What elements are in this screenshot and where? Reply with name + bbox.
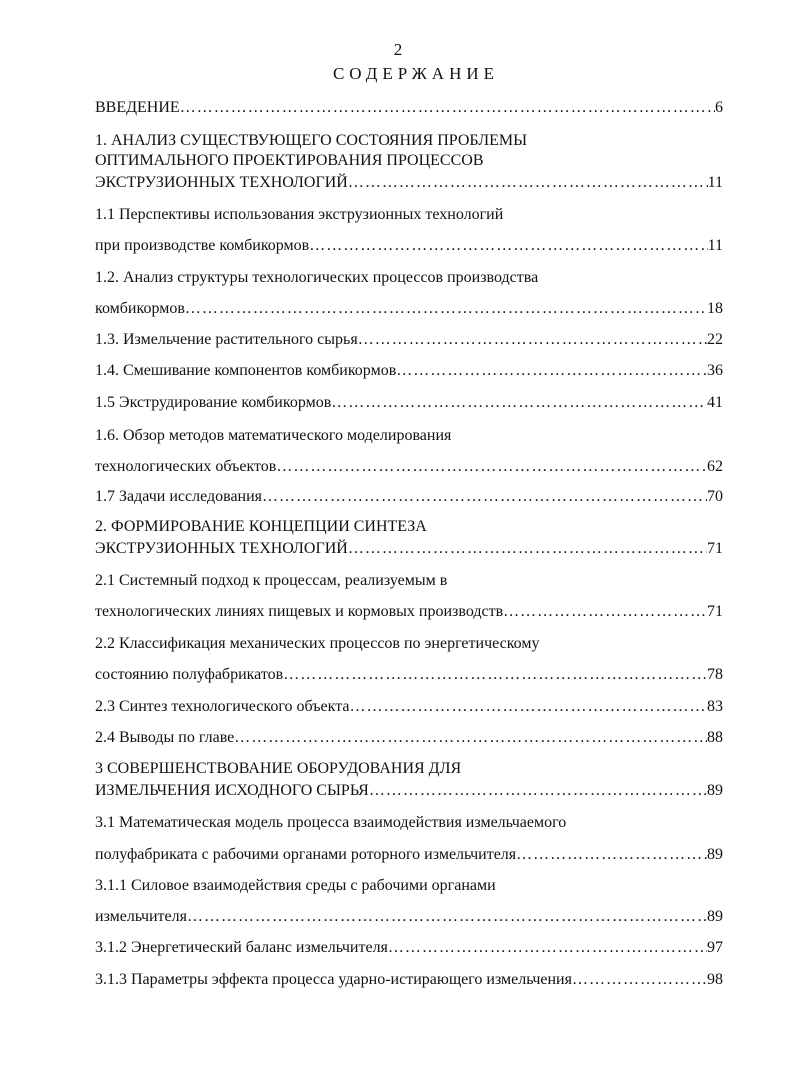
entry-title: 1.7 Задачи исследования xyxy=(95,488,263,505)
entry-page: 83 xyxy=(707,698,723,715)
toc-heading: СОДЕРЖАНИЕ xyxy=(332,64,500,83)
entry-title: 2.4 Выводы по главе xyxy=(95,729,235,746)
entry-title: 2.3 Синтез технологического объекта xyxy=(95,698,350,715)
entry-title: ЭКСТРУЗИОННЫХ ТЕХНОЛОГИЙ xyxy=(95,174,348,191)
entry-page: 62 xyxy=(707,458,723,475)
entry-title: 2. ФОРМИРОВАНИЕ КОНЦЕПЦИИ СИНТЕЗА xyxy=(95,518,427,535)
entry-title: ВВЕДЕНИЕ xyxy=(95,99,180,116)
entry-title: технологических линиях пищевых и кормовых производств xyxy=(95,603,504,620)
entry-title: 1.3. Измельчение растительного сырья xyxy=(95,331,358,348)
entry-title: 3.1.1 Силовое взаимодействия среды с рабочими органами xyxy=(95,877,496,894)
entry-title: измельчителя xyxy=(95,908,187,925)
entry-title: 1.4. Смешивание компонентов комбикормов xyxy=(95,362,397,379)
entry-page: 89 xyxy=(707,782,723,799)
entry-title: технологических объектов xyxy=(95,458,277,475)
entry-page: 6 xyxy=(715,99,723,116)
entry-page: 36 xyxy=(707,362,723,379)
entry-title: 1. АНАЛИЗ СУЩЕСТВУЮЩЕГО СОСТОЯНИЯ ПРОБЛЕМЫ xyxy=(95,132,528,149)
entry-page: 97 xyxy=(707,939,723,956)
entry-title: 1.5 Экструдирование комбикормов xyxy=(95,394,332,411)
entry-page: 70 xyxy=(707,488,723,505)
entry-title: 3.1.3 Параметры эффекта процесса ударно-истирающего измельчения xyxy=(95,971,572,988)
entry-title: при производстве комбикормов xyxy=(95,237,310,254)
entry-page: 78 xyxy=(707,666,723,683)
entry-page: 11 xyxy=(707,237,723,254)
entry-title: полуфабриката с рабочими органами роторного измельчителя xyxy=(95,846,517,863)
entry-page: 89 xyxy=(707,908,723,925)
entry-title: комбикормов xyxy=(95,300,185,317)
entry-title: 1.6. Обзор методов математического моделирования xyxy=(95,427,452,444)
entry-page: 71 xyxy=(707,603,723,620)
entry-title: 2.2 Классификация механических процессов по энергетическому xyxy=(95,635,540,652)
page-number: 2 xyxy=(393,40,403,59)
table-of-contents xyxy=(95,0,723,1088)
entry-title: 3.1 Математическая модель процесса взаимодействия измельчаемого xyxy=(95,814,567,831)
entry-page: 98 xyxy=(707,971,723,988)
entry-page: 11 xyxy=(707,174,723,191)
entry-page: 71 xyxy=(707,540,723,557)
entry-page: 18 xyxy=(707,300,723,317)
entry-title: 3 СОВЕРШЕНСТВОВАНИЕ ОБОРУДОВАНИЯ ДЛЯ xyxy=(95,760,462,777)
entry-page: 89 xyxy=(707,846,723,863)
entry-title: ЭКСТРУЗИОННЫХ ТЕХНОЛОГИЙ xyxy=(95,540,348,557)
entry-title: 1.2. Анализ структуры технологических процессов производства xyxy=(95,269,539,286)
entry-title: ОПТИМАЛЬНОГО ПРОЕКТИРОВАНИЯ ПРОЦЕССОВ xyxy=(95,152,484,169)
entry-title: 2.1 Системный подход к процессам, реализуемым в xyxy=(95,572,448,589)
entry-title: 1.1 Перспективы использования экструзионных технологий xyxy=(95,206,504,223)
entry-title: 3.1.2 Энергетический баланс измельчителя xyxy=(95,939,388,956)
entry-page: 22 xyxy=(707,331,723,348)
entry-title: состоянию полуфабрикатов xyxy=(95,666,284,683)
entry-page: 41 xyxy=(707,394,723,411)
entry-title: ИЗМЕЛЬЧЕНИЯ ИСХОДНОГО СЫРЬЯ xyxy=(95,782,369,799)
entry-page: 88 xyxy=(707,729,723,746)
